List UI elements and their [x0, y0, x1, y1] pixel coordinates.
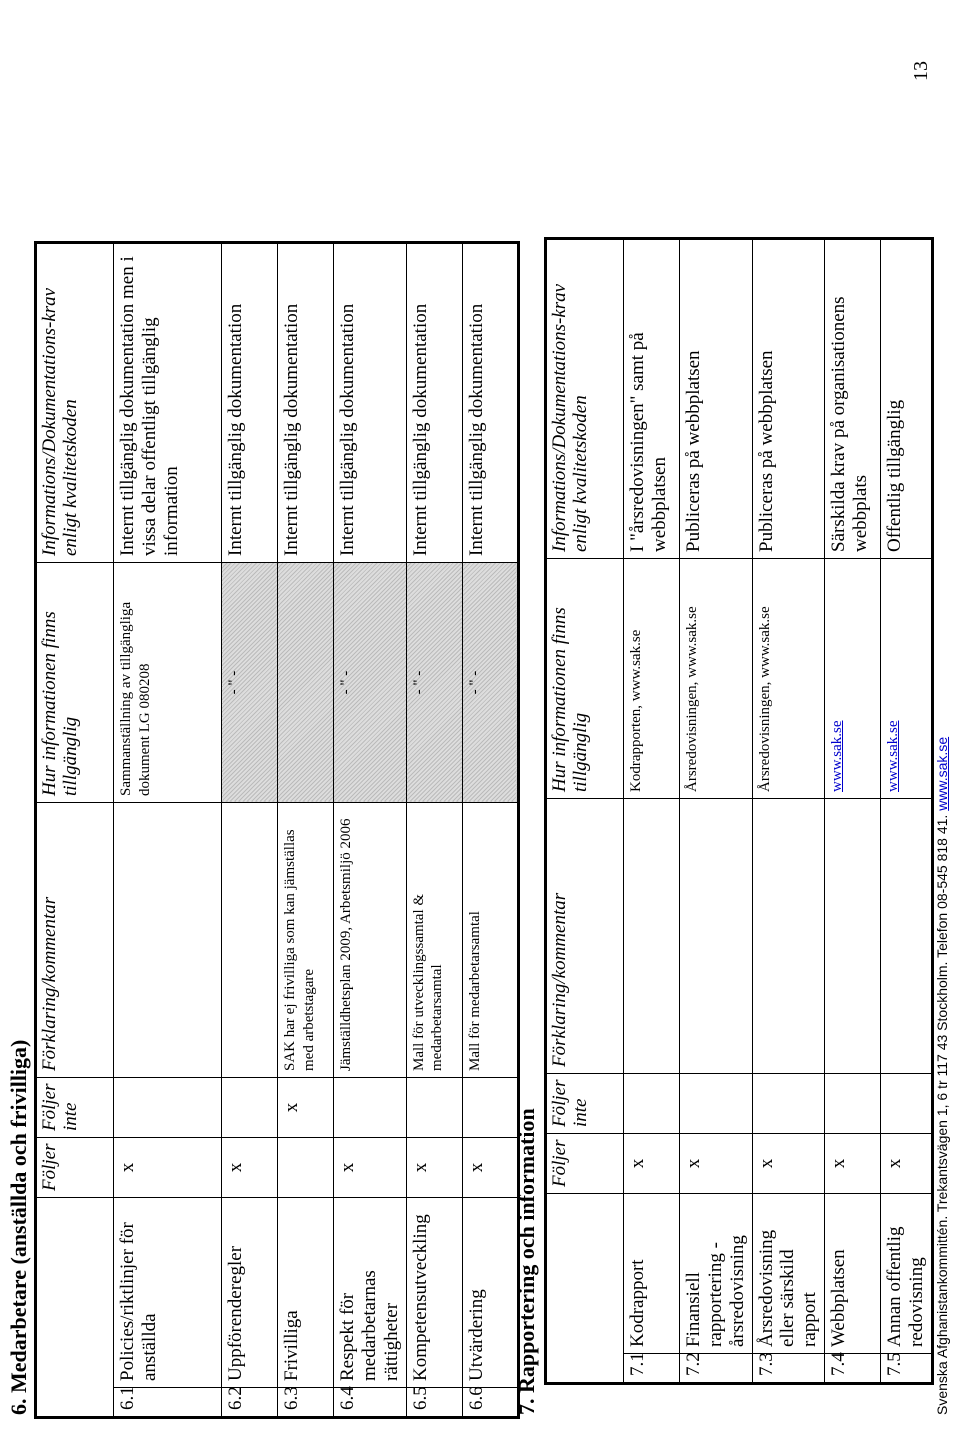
not-follows-mark	[334, 1078, 407, 1138]
not-follows-mark	[222, 1078, 278, 1138]
section-7-title: 7. Rapportering och information	[514, 1108, 539, 1415]
explanation-cell: Jämställdhetsplan 2009, Arbetsmiljö 2006	[334, 803, 407, 1078]
not-follows-mark	[680, 1074, 753, 1134]
follows-mark: x	[114, 1138, 222, 1198]
row-label: Årsredovisning eller särskild rapport	[752, 1194, 825, 1354]
row-number: 7.1	[624, 1354, 680, 1384]
follows-mark: x	[752, 1134, 825, 1194]
requirement-cell: Offentlig tillgänglig	[881, 239, 933, 559]
explanation-cell	[680, 799, 753, 1074]
how-available-cell	[222, 563, 278, 803]
ditto-mark: - " -	[338, 670, 354, 695]
row-number: 7.4	[825, 1354, 881, 1384]
ditto-mark: - " -	[466, 670, 483, 695]
row-number: 7.2	[680, 1354, 753, 1384]
explanation-cell: Mall för medarbetarsamtal	[462, 803, 518, 1078]
not-follows-mark	[114, 1078, 222, 1138]
row-number: 6.2	[222, 1388, 278, 1418]
row-number: 6.6	[462, 1388, 518, 1418]
table-row	[114, 243, 222, 1418]
header-blank	[36, 1198, 114, 1418]
how-available-cell	[334, 563, 407, 803]
row-label: Finansiell rapportering - årsredovisning	[680, 1194, 753, 1354]
table-row	[462, 243, 518, 1418]
follows-mark: x	[624, 1134, 680, 1194]
follows-mark: x	[462, 1138, 518, 1198]
row-label: Respekt för medarbetarnas rättigheter	[334, 1198, 407, 1388]
not-follows-mark	[406, 1078, 462, 1138]
row-number: 6.5	[406, 1388, 462, 1418]
not-follows-mark	[825, 1074, 881, 1134]
follows-mark: x	[881, 1134, 933, 1194]
how-available-cell: Årsredovisningen, www.sak.se	[680, 559, 753, 799]
explanation-cell	[222, 803, 278, 1078]
header-not-follows: Följer inte	[36, 1078, 114, 1138]
not-follows-mark	[462, 1078, 518, 1138]
row-label: Utvärdering	[462, 1198, 518, 1388]
not-follows-mark	[752, 1074, 825, 1134]
how-available-cell: Sammanställning av tillgängliga dokument LG 080208	[114, 563, 222, 803]
sak-website-link[interactable]: www.sak.se	[885, 720, 902, 792]
follows-mark	[278, 1138, 334, 1198]
footer	[934, 737, 950, 1415]
requirement-cell: Internt tillgänglig dokumentation men i vissa delar offentligt tillgänglig information	[114, 243, 222, 563]
follows-mark: x	[406, 1138, 462, 1198]
follows-mark: x	[334, 1138, 407, 1198]
row-number: 6.1	[114, 1388, 222, 1418]
header-blank	[546, 1194, 624, 1384]
table-header-row	[546, 239, 624, 1384]
header-how-available: Hur informationen finns tillgänglig	[36, 563, 114, 803]
table-row	[752, 239, 825, 1384]
requirement-cell: Internt tillgänglig dokumentation	[334, 243, 407, 563]
row-label: Policies/riktlinjer för anställda	[114, 1198, 222, 1388]
row-label: Frivilliga	[278, 1198, 334, 1388]
page-number: 13	[910, 61, 932, 81]
header-explanation: Förklaring/kommentar	[546, 799, 624, 1074]
explanation-cell: Mall för utvecklingssamtal & medarbetarsamtal	[406, 803, 462, 1078]
requirement-cell: Internt tillgänglig dokumentation	[278, 243, 334, 563]
header-follows: Följer	[36, 1138, 114, 1198]
follows-mark: x	[825, 1134, 881, 1194]
table-row	[222, 243, 278, 1418]
requirement-cell: Internt tillgänglig dokumentation	[462, 243, 518, 563]
table-row	[680, 239, 753, 1384]
requirement-cell: Internt tillgänglig dokumentation	[222, 243, 278, 563]
header-requirements: Informations/Dokumentations-krav enligt kvalitetskoden	[546, 239, 624, 559]
how-available-cell: Årsredovisningen, www.sak.se	[752, 559, 825, 799]
row-number: 7.3	[752, 1354, 825, 1384]
how-available-cell	[462, 563, 518, 803]
row-label: Webbplatsen	[825, 1194, 881, 1354]
explanation-cell	[825, 799, 881, 1074]
table-row	[624, 239, 680, 1384]
ditto-mark: - " -	[226, 670, 242, 695]
requirement-cell: Publiceras på webbplatsen	[752, 239, 825, 559]
ditto-mark: - " -	[410, 670, 427, 695]
section-6-title: 6. Medarbetare (anställda och frivilliga)	[6, 1039, 31, 1415]
row-number: 7.5	[881, 1354, 933, 1384]
how-available-cell	[406, 563, 462, 803]
requirement-cell: Särskilda krav på organisationens webbplats	[825, 239, 881, 559]
table-row	[278, 243, 334, 1418]
requirement-cell: Publiceras på webbplatsen	[680, 239, 753, 559]
how-available-cell	[278, 563, 334, 803]
header-explanation: Förklaring/kommentar	[36, 803, 114, 1078]
explanation-cell	[624, 799, 680, 1074]
section-6-table	[34, 241, 520, 1419]
section-7-table	[544, 237, 934, 1385]
how-available-cell: Kodrapporten, www.sak.se	[624, 559, 680, 799]
follows-mark: x	[680, 1134, 753, 1194]
explanation-cell	[114, 803, 222, 1078]
footer-address: Svenska Afghanistankommittén. Trekantsvägen 1, 6 tr 117 43 Stockholm. Telefon 08-545 818 41.	[934, 814, 950, 1415]
row-label: Uppförenderegler	[222, 1198, 278, 1388]
row-number: 6.4	[334, 1388, 407, 1418]
requirement-cell: I "årsredovisningen" samt på webbplatsen	[624, 239, 680, 559]
row-label: Annan offentlig redovisning	[881, 1194, 933, 1354]
explanation-cell	[881, 799, 933, 1074]
table-row	[334, 243, 407, 1418]
follows-mark: x	[222, 1138, 278, 1198]
header-follows: Följer	[546, 1134, 624, 1194]
table-row	[825, 239, 881, 1384]
how-available-cell	[881, 559, 933, 799]
requirement-cell: Internt tillgänglig dokumentation	[406, 243, 462, 563]
explanation-cell	[752, 799, 825, 1074]
row-number: 6.3	[278, 1388, 334, 1418]
not-follows-mark	[624, 1074, 680, 1134]
table-row	[881, 239, 933, 1384]
header-not-follows: Följer inte	[546, 1074, 624, 1134]
table-header-row	[36, 243, 114, 1418]
sak-website-link[interactable]: www.sak.se	[829, 720, 846, 792]
table-row	[406, 243, 462, 1418]
explanation-cell: SAK har ej frivilliga som kan jämställas med arbetstagare	[278, 803, 334, 1078]
not-follows-mark	[881, 1074, 933, 1134]
row-label: Kodrapport	[624, 1194, 680, 1354]
how-available-cell	[825, 559, 881, 799]
header-requirements: Informations/Dokumentations-krav enligt kvalitetskoden	[36, 243, 114, 563]
row-label: Kompetensutveckling	[406, 1198, 462, 1388]
footer-website-link[interactable]: www.sak.se	[934, 736, 950, 811]
header-how-available: Hur informationen finns tillgänglig	[546, 559, 624, 799]
not-follows-mark: x	[278, 1078, 334, 1138]
